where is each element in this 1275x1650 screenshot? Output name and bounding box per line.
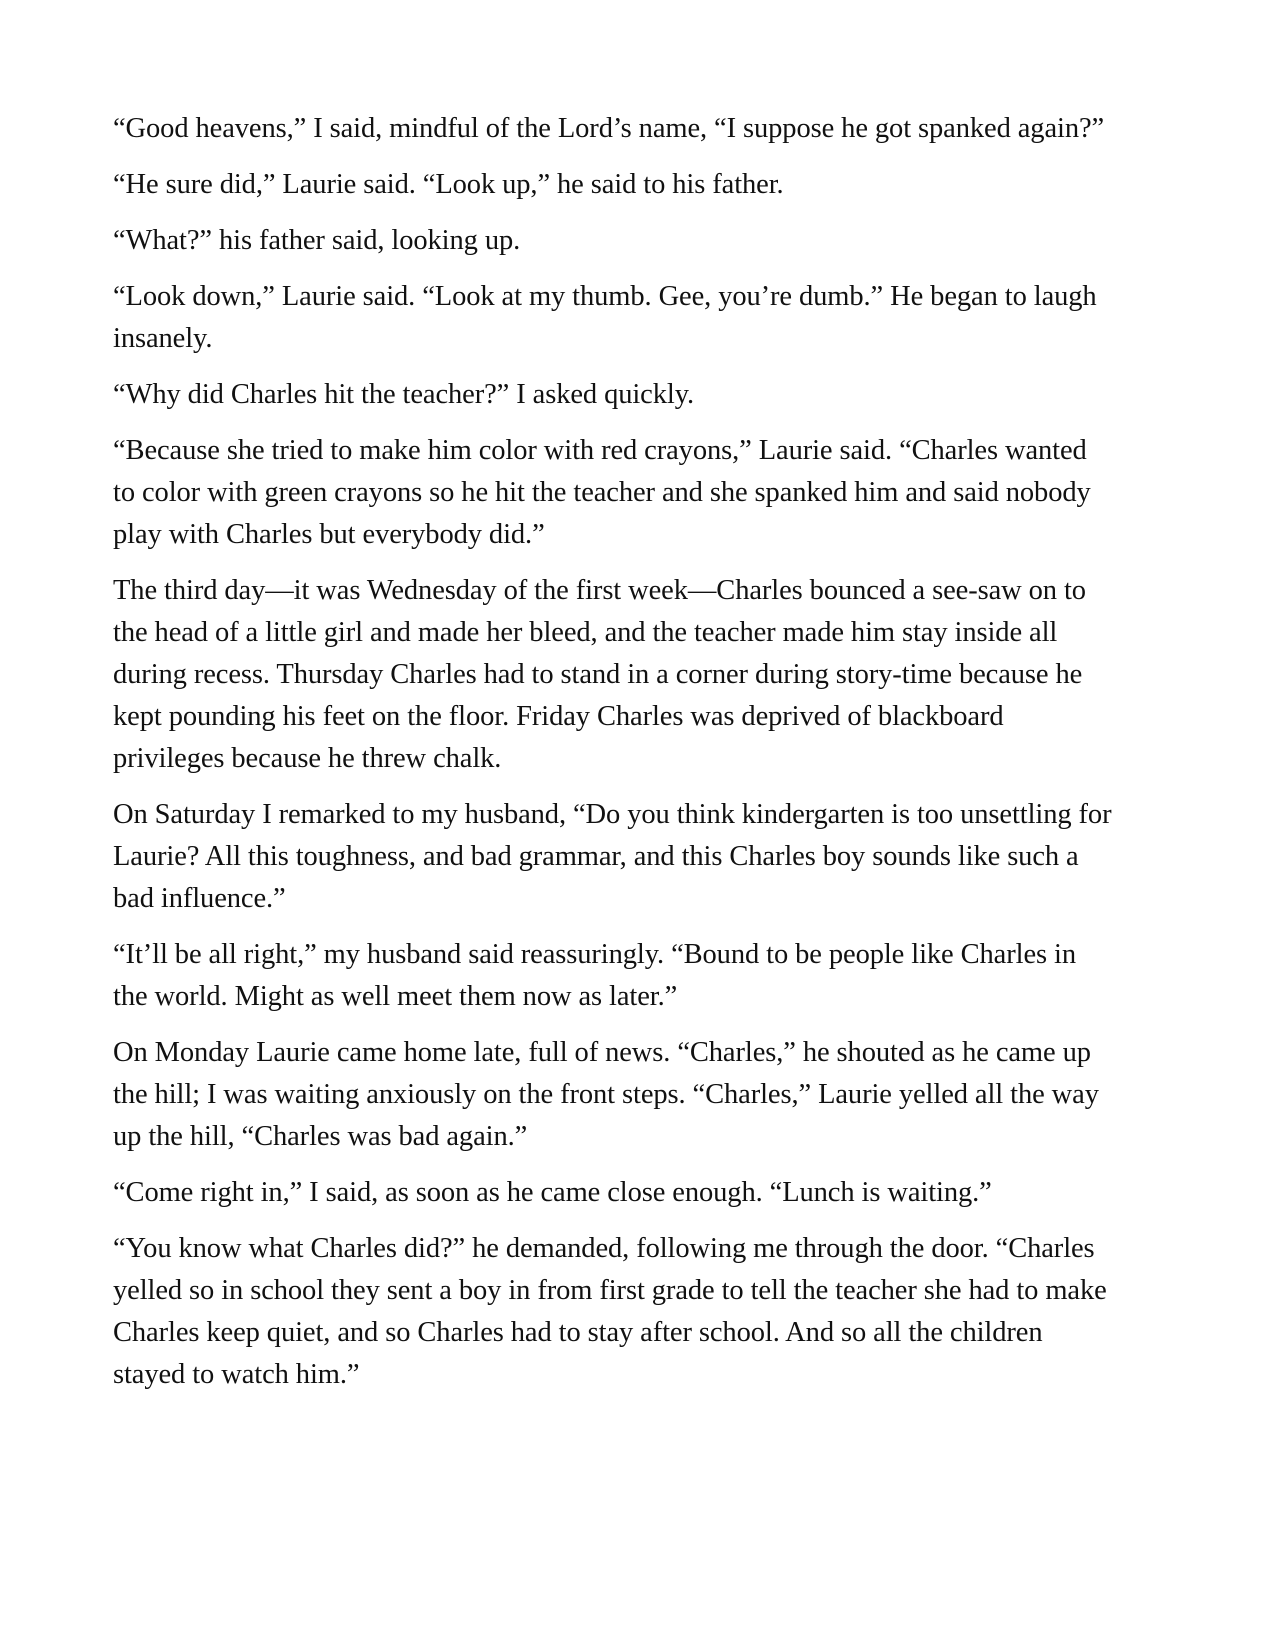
paragraph: On Saturday I remarked to my husband, “Do you think kindergarten is too unsettling for Laurie? All this toughness, and bad grammar, and this Charles boy sounds like such a bad influence.” [113,799,1112,914]
paragraph: “Look down,” Laurie said. “Look at my thumb. Gee, you’re dumb.” He began to laugh insanely. [113,281,1097,354]
paragraph: “You know what Charles did?” he demanded, following me through the door. “Charles yelled so in school they sent a boy in from first grade to tell the teacher she had to make Charles keep quiet, and so Charles had to stay after school. And so all the children stayed to watch him.” [113,1233,1107,1390]
paragraph: The third day—it was Wednesday of the first week—Charles bounced a see-saw on to the head of a little girl and made her bleed, and the teacher made him stay inside all during recess. Thursday Charles had to stand in a corner during story-time because he kept pounding his feet on the floor. Friday Charles was deprived of blackboard privileges because he threw chalk. [113,575,1086,774]
paragraph: “Good heavens,” I said, mindful of the Lord’s name, “I suppose he got spanked again?” [113,113,1105,144]
paragraph: “Come right in,” I said, as soon as he came close enough. “Lunch is waiting.” [113,1177,992,1208]
paragraph: “It’ll be all right,” my husband said reassuringly. “Bound to be people like Charles in the world. Might as well meet them now as later.” [113,939,1076,1012]
paragraph: On Monday Laurie came home late, full of news. “Charles,” he shouted as he came up the hill; I was waiting anxiously on the front steps. “Charles,” Laurie yelled all the way up the hill, “Charles was bad again.” [113,1037,1099,1152]
paragraph: “Why did Charles hit the teacher?” I asked quickly. [113,379,695,410]
paragraph: “He sure did,” Laurie said. “Look up,” he said to his father. [113,169,784,200]
paragraph: “What?” his father said, looking up. [113,225,521,256]
paragraph: “Because she tried to make him color with red crayons,” Laurie said. “Charles wanted to color with green crayons so he hit the teacher and she spanked him and said nobody play with Charles but everybody did.” [113,435,1091,550]
document-page [113,108,1113,1410]
